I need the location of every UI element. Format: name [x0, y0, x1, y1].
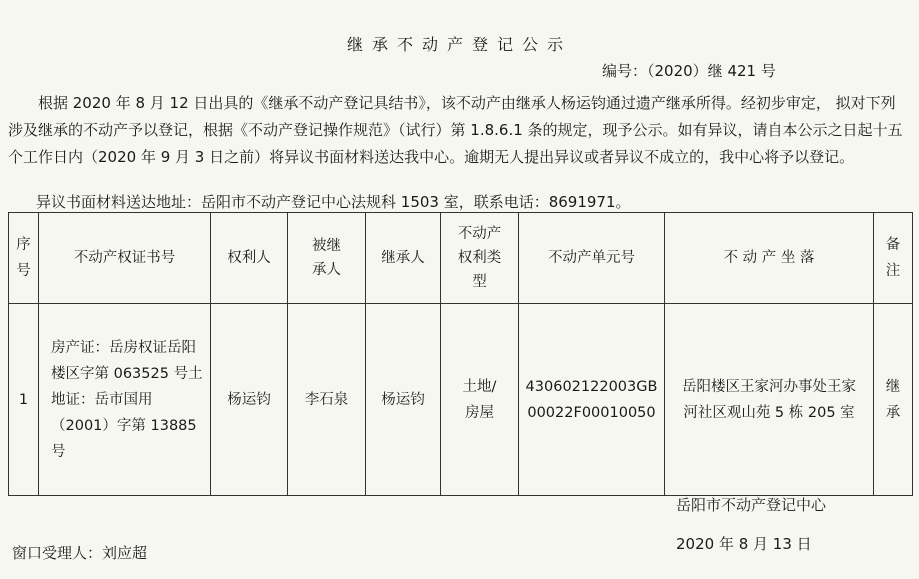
cell-heir: 杨运钧 [366, 304, 441, 496]
cell-location: 岳阳楼区王家河办事处王家河社区观山苑 5 栋 205 室 [665, 304, 874, 496]
objection-address: 异议书面材料送达地址：岳阳市不动产登记中心法规科 1503 室，联系电话：8691971。 [36, 193, 631, 211]
table-header-row [9, 213, 913, 304]
header-cert-no: 不动产权证书号 [39, 213, 211, 304]
header-seq: 序号 [9, 213, 39, 304]
header-unit-no: 不动产单元号 [519, 213, 665, 304]
window-receiver: 窗口受理人：刘应超 [12, 544, 148, 562]
cell-owner: 杨运钧 [211, 304, 288, 496]
header-deceased: 被继承人 [288, 213, 366, 304]
header-remark: 备注 [874, 213, 913, 304]
cell-cert-no: 房产证：岳房权证岳阳楼区字第 063525 号土地证：岳市国用（2001）字第 13885 号 [39, 304, 211, 496]
notice-body [8, 90, 908, 171]
header-owner: 权利人 [211, 213, 288, 304]
issue-date: 2020 年 8 月 13 日 [676, 535, 812, 553]
header-heir: 继承人 [366, 213, 441, 304]
cell-right-type: 土地/房屋 [441, 304, 519, 496]
issuer-name: 岳阳市不动产登记中心 [676, 496, 827, 514]
cell-remark: 继承 [874, 304, 913, 496]
header-right-type: 不动产权利类型 [441, 213, 519, 304]
cell-unit-no: 430602122003GB00022F00010050 [519, 304, 665, 496]
document-number: 编号：（2020）继 421 号 [602, 62, 776, 80]
cell-seq: 1 [9, 304, 39, 496]
cell-deceased: 李石泉 [288, 304, 366, 496]
property-table [8, 212, 913, 496]
notice-title: 继承不动产登记公示 [346, 35, 572, 54]
notice-body-text: 根据 2020 年 8 月 12 日出具的《继承不动产登记具结书》，该不动产由继承人杨运钧通过遗产继承所得。经初步审定， 拟对下列涉及继承的不动产予以登记，根据《不动产登记操作规范》（试行）第 1.8.6.1 条的规定，现予公示。如有异议，请自本公示之日起十五个工作日内（2020 年 9 月 3 日之前）将异议书面材料送达我中心。逾期无人提出异议或者异议不成立的，我中心将予以登记。 [8, 94, 903, 166]
header-location: 不 动 产 坐 落 [665, 213, 874, 304]
table-row [9, 304, 913, 496]
